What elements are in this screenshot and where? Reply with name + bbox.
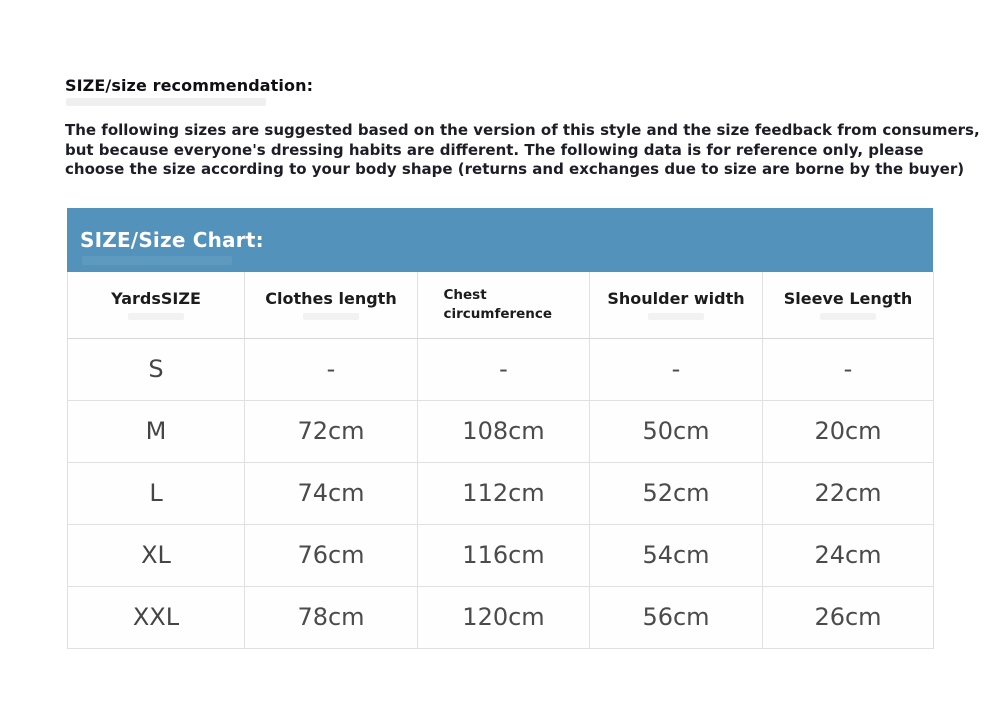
page-title: SIZE/size recommendation: <box>65 76 314 95</box>
clothes-length-cell: - <box>245 338 418 400</box>
intro-line: but because everyone's dressing habits are different. The following data is for reference only, please <box>65 140 924 159</box>
clothes-length-cell: 74cm <box>245 462 418 524</box>
shoulder-width-cell: 54cm <box>590 524 763 586</box>
size-chart-table <box>67 272 934 649</box>
shoulder-width-cell: 50cm <box>590 400 763 462</box>
size-chart-banner <box>67 208 933 272</box>
chest-circumference-cell: 112cm <box>418 462 590 524</box>
column-header-yards-size <box>68 272 245 338</box>
clothes-length-cell: 76cm <box>245 524 418 586</box>
size-chart-banner-title: SIZE/Size Chart: <box>80 228 264 252</box>
column-header-label: Chest circumference <box>443 287 553 322</box>
clothes-length-cell: 72cm <box>245 400 418 462</box>
table-header-row <box>68 272 934 338</box>
column-header-shoulder-width <box>590 272 763 338</box>
chest-circumference-cell: 108cm <box>418 400 590 462</box>
ghost-translation-smudge <box>66 98 266 106</box>
column-header-label: Shoulder width <box>607 289 745 309</box>
sleeve-length-cell: - <box>763 338 934 400</box>
ghost-translation-smudge <box>303 313 359 320</box>
intro-line: choose the size according to your body shape (returns and exchanges due to size are borne by the buyer) <box>65 160 965 178</box>
clothes-length-cell: 78cm <box>245 586 418 648</box>
column-header-clothes-length <box>245 272 418 338</box>
column-header-label: Clothes length <box>265 289 397 309</box>
intro-line: The following sizes are suggested based on the version of this style and the size feedback from consumers, <box>65 121 980 139</box>
ghost-translation-smudge <box>648 313 704 320</box>
size-label-cell: XXL <box>68 586 245 648</box>
table-row-size-s <box>68 338 934 400</box>
sleeve-length-cell: 26cm <box>763 586 934 648</box>
size-label-cell: M <box>68 400 245 462</box>
table-row-size-xl <box>68 524 934 586</box>
column-header-chest-circumference <box>418 272 590 338</box>
ghost-translation-smudge <box>82 256 232 265</box>
table-row-size-l <box>68 462 934 524</box>
size-label-cell: S <box>68 338 245 400</box>
shoulder-width-cell: 52cm <box>590 462 763 524</box>
column-header-label: YardsSIZE <box>111 289 201 309</box>
intro-paragraph <box>65 121 980 180</box>
size-label-cell: L <box>68 462 245 524</box>
table-row-size-m <box>68 400 934 462</box>
shoulder-width-cell: - <box>590 338 763 400</box>
chest-circumference-cell: 116cm <box>418 524 590 586</box>
shoulder-width-cell: 56cm <box>590 586 763 648</box>
sleeve-length-cell: 22cm <box>763 462 934 524</box>
sleeve-length-cell: 24cm <box>763 524 934 586</box>
size-label-cell: XL <box>68 524 245 586</box>
column-header-sleeve-length <box>763 272 934 338</box>
column-header-label: Sleeve Length <box>783 289 913 309</box>
table-row-size-xxl <box>68 586 934 648</box>
sleeve-length-cell: 20cm <box>763 400 934 462</box>
ghost-translation-smudge <box>128 313 184 320</box>
chest-circumference-cell: - <box>418 338 590 400</box>
chest-circumference-cell: 120cm <box>418 586 590 648</box>
ghost-translation-smudge <box>820 313 876 320</box>
